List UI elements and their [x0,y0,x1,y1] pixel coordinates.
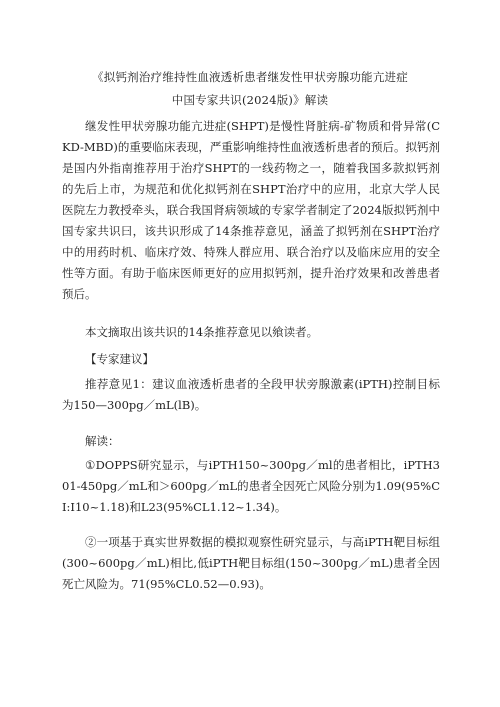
excerpt-note: 本文摘取出该共识的14条推荐意见以飨读者。 [85,325,319,339]
document-title-line-2: 中国专家共识(2024版)》解读 [171,93,329,107]
interpretation-point-2: ②一项基于真实世界数据的模拟观察性研究显示，与高iPTH靶目标组(300~600pg／mL)相比,低iPTH靶目标组(150~300pg／mL)患者全因死亡风险为。71(95%CL0.52—0.93)。 [62,535,440,591]
recommendation-1: 推荐意见1：建议血液透析患者的全段甲状旁腺激素(iPTH)控制目标为150—300pg／mL(lB)。 [62,377,440,412]
section-heading: 【专家建议】 [85,352,154,366]
document-title-line-1: 《拟钙剂治疗维持性血液透析患者继发性甲状旁腺功能亢进症 [92,70,408,84]
intro-paragraph: 继发性甲状旁腺功能亢进症(SHPT)是慢性肾脏病-矿物质和骨异常(CKD-MBD)的重要临床表现，严重影响维持性血液透析患者的预后。拟钙剂是国内外指南推荐用于治疗SHPT的一线药物之一，随着我国多款拟钙剂的先后上市，为规范和优化拟钙剂在SHPT治疗中的应用，北京大学人民医院左力教授牵头，联合我国肾病领域的专家学者制定了2024版拟钙剂中国专家共识曰，该共识形成了14条推荐意见，涵盖了拟钙剂在SHPT治疗中的用药时机、临床疗效、特殊人群应用、联合治疗以及临床应用的安全性等方面。有助于临床医师更好的应用拟钙剂，提升治疗效果和改善患者预后。 [62,119,440,301]
interpretation-point-1: ①DOPPS研究显示，与iPTH150~300pg／ml的患者相比，iPTH301-450pg／mL和＞600pg／mL的患者全因死亡风险分别为1.09(95%CI:I10~1.18)和L23(95%CL1.12~1.34)。 [62,458,440,514]
interpretation-label: 解读： [85,434,120,448]
